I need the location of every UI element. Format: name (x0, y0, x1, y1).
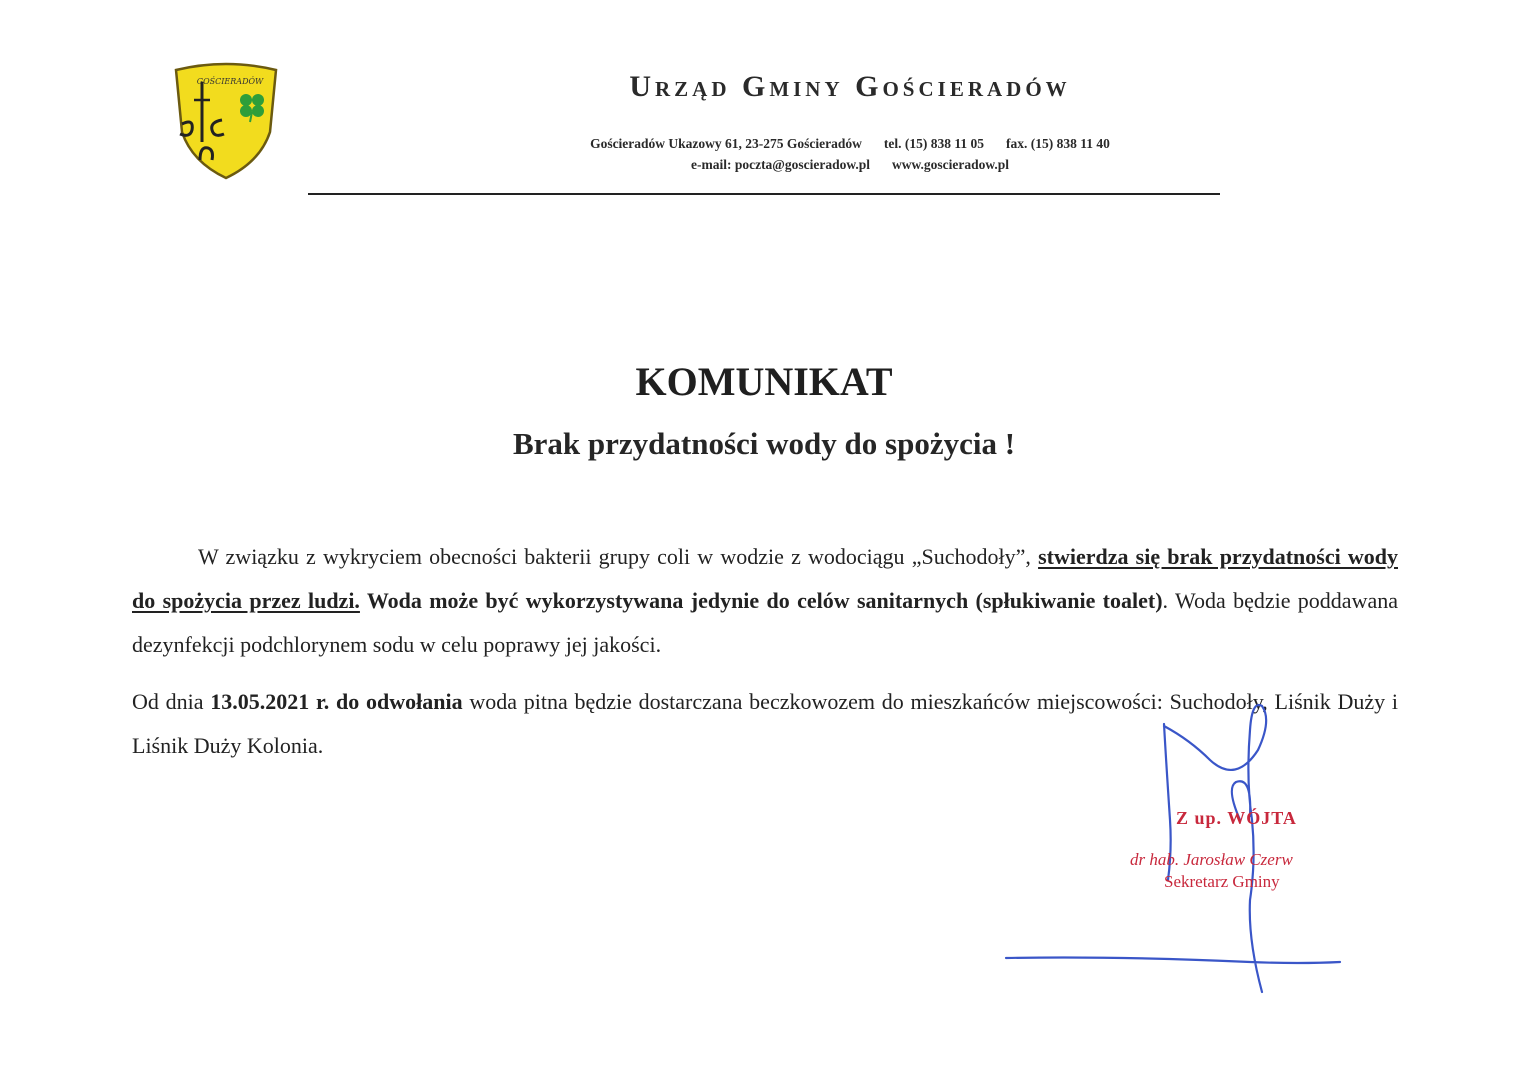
svg-text:GOŚCIERADÓW: GOŚCIERADÓW (196, 77, 264, 86)
contact-line (480, 157, 1220, 173)
postal-address: Gościeradów Ukazowy 61, 23-275 Gościeradów (590, 136, 862, 151)
stamp-authority: Z up. WÓJTA (1176, 808, 1297, 828)
notice-paragraph (132, 535, 1398, 667)
notice-intro: W związku z wykryciem obecności bakterii grupy coli w wodzie z wodociągu „Suchodoły”, (198, 544, 1039, 569)
website: www.goscieradow.pl (892, 157, 1010, 172)
stamp-signatory-role: Sekretarz Gminy (1164, 872, 1280, 891)
delivery-details: woda pitna będzie dostarczana beczkowozem do mieszkańców miejscowości: Suchodoły, Liśnik Duży i Liśnik Duży Kolonia. (132, 689, 1398, 758)
notice-key-statement: stwierdza się brak przydatności wody do spożycia przez ludzi. (132, 544, 1398, 613)
document-title: KOMUNIKAT (635, 359, 893, 404)
delivery-prefix: Od dnia (132, 689, 211, 714)
header-divider (308, 193, 1220, 195)
stamp-signatory-name: dr hab. Jarosław Czerw (1130, 850, 1293, 869)
office-name: Urząd Gminy Gościeradów (629, 70, 1071, 103)
email: e-mail: poczta@goscieradow.pl (690, 157, 870, 172)
telephone: tel. (15) 838 11 05 (883, 136, 985, 151)
fax: fax. (15) 838 11 40 (1006, 136, 1110, 151)
document-subtitle: Brak przydatności wody do spożycia ! (512, 426, 1016, 461)
municipality-crest-icon (170, 62, 282, 182)
notice-usage-restriction: Woda może być wykorzystywana jedynie do celów sanitarnych (spłukiwanie toalet) (359, 588, 1163, 613)
notice-closing: . Woda będzie poddawana dezynfekcji podchlorynem sodu w celu poprawy jej jakości. (132, 588, 1398, 657)
address-line (480, 136, 1220, 152)
delivery-date: 13.05.2021 r. do odwołania (210, 689, 463, 714)
